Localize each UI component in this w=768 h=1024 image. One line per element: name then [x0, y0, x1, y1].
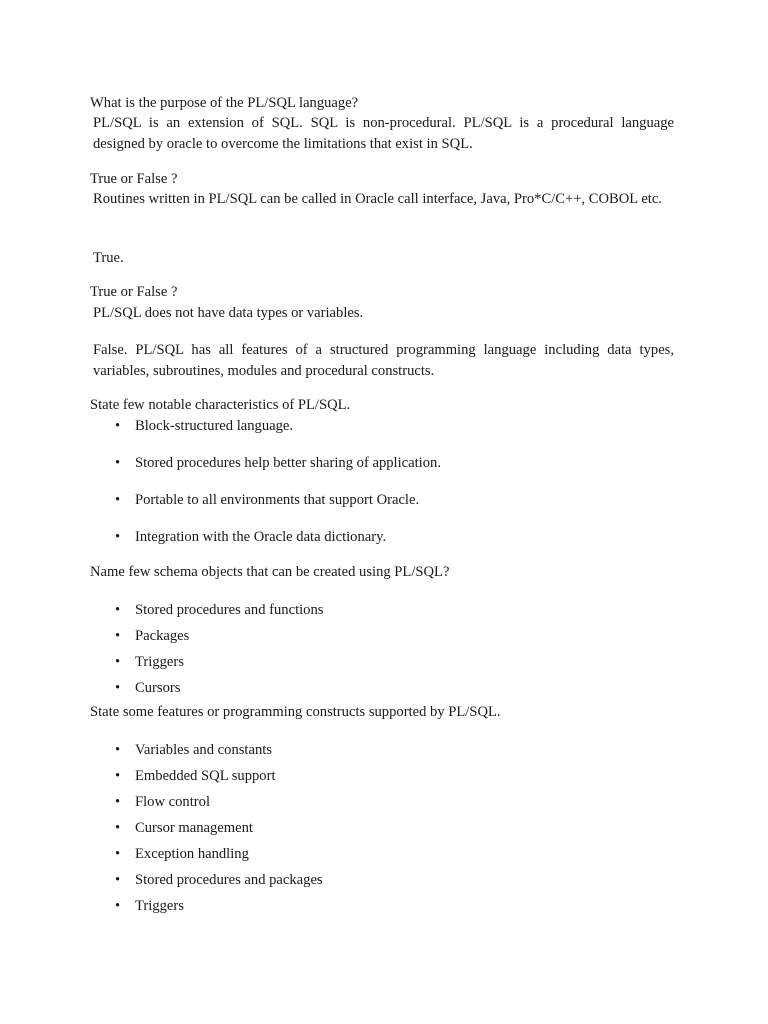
question-characteristics: State few notable characteristics of PL/SQL. [90, 397, 351, 413]
features-list [135, 737, 675, 919]
question-features: State some features or programming constructs supported by PL/SQL. [90, 704, 501, 720]
list-item: • Block-structured language. [135, 416, 675, 436]
characteristics-list [135, 416, 675, 547]
question-purpose: What is the purpose of the PL/SQL language? [90, 95, 359, 111]
list-item: • Cursor management [135, 815, 675, 841]
list-item: • Triggers [135, 649, 675, 675]
list-item: • Triggers [135, 893, 675, 919]
answer-datatypes: False. PL/SQL has all features of a structured programming language including data types, variables, subroutines, modules and procedural constructs. [93, 342, 674, 379]
statement-routines: Routines written in PL/SQL can be called in Oracle call interface, Java, Pro*C/C++, COBOL etc. [93, 191, 662, 207]
list-item: • Embedded SQL support [135, 763, 675, 789]
list-item: • Variables and constants [135, 737, 675, 763]
question-true-false-datatypes: True or False ? [90, 284, 178, 300]
statement-datatypes: PL/SQL does not have data types or variables. [93, 305, 364, 321]
question-schema-objects: Name few schema objects that can be created using PL/SQL? [90, 564, 450, 580]
list-item: • Stored procedures and functions [135, 597, 675, 623]
schema-objects-list [135, 597, 675, 701]
list-item: • Stored procedures and packages [135, 867, 675, 893]
list-item: • Integration with the Oracle data dictionary. [135, 527, 675, 547]
question-true-false-routines: True or False ? [90, 171, 178, 187]
answer-purpose: PL/SQL is an extension of SQL. SQL is non-procedural. PL/SQL is a procedural language designed by oracle to overcome the limitations that exist in SQL. [93, 115, 674, 152]
list-item: • Exception handling [135, 841, 675, 867]
list-item: • Portable to all environments that support Oracle. [135, 490, 675, 510]
list-item: • Cursors [135, 675, 675, 701]
list-item: • Stored procedures help better sharing of application. [135, 453, 675, 473]
answer-routines: True. [93, 250, 124, 266]
list-item: • Packages [135, 623, 675, 649]
list-item: • Flow control [135, 789, 675, 815]
